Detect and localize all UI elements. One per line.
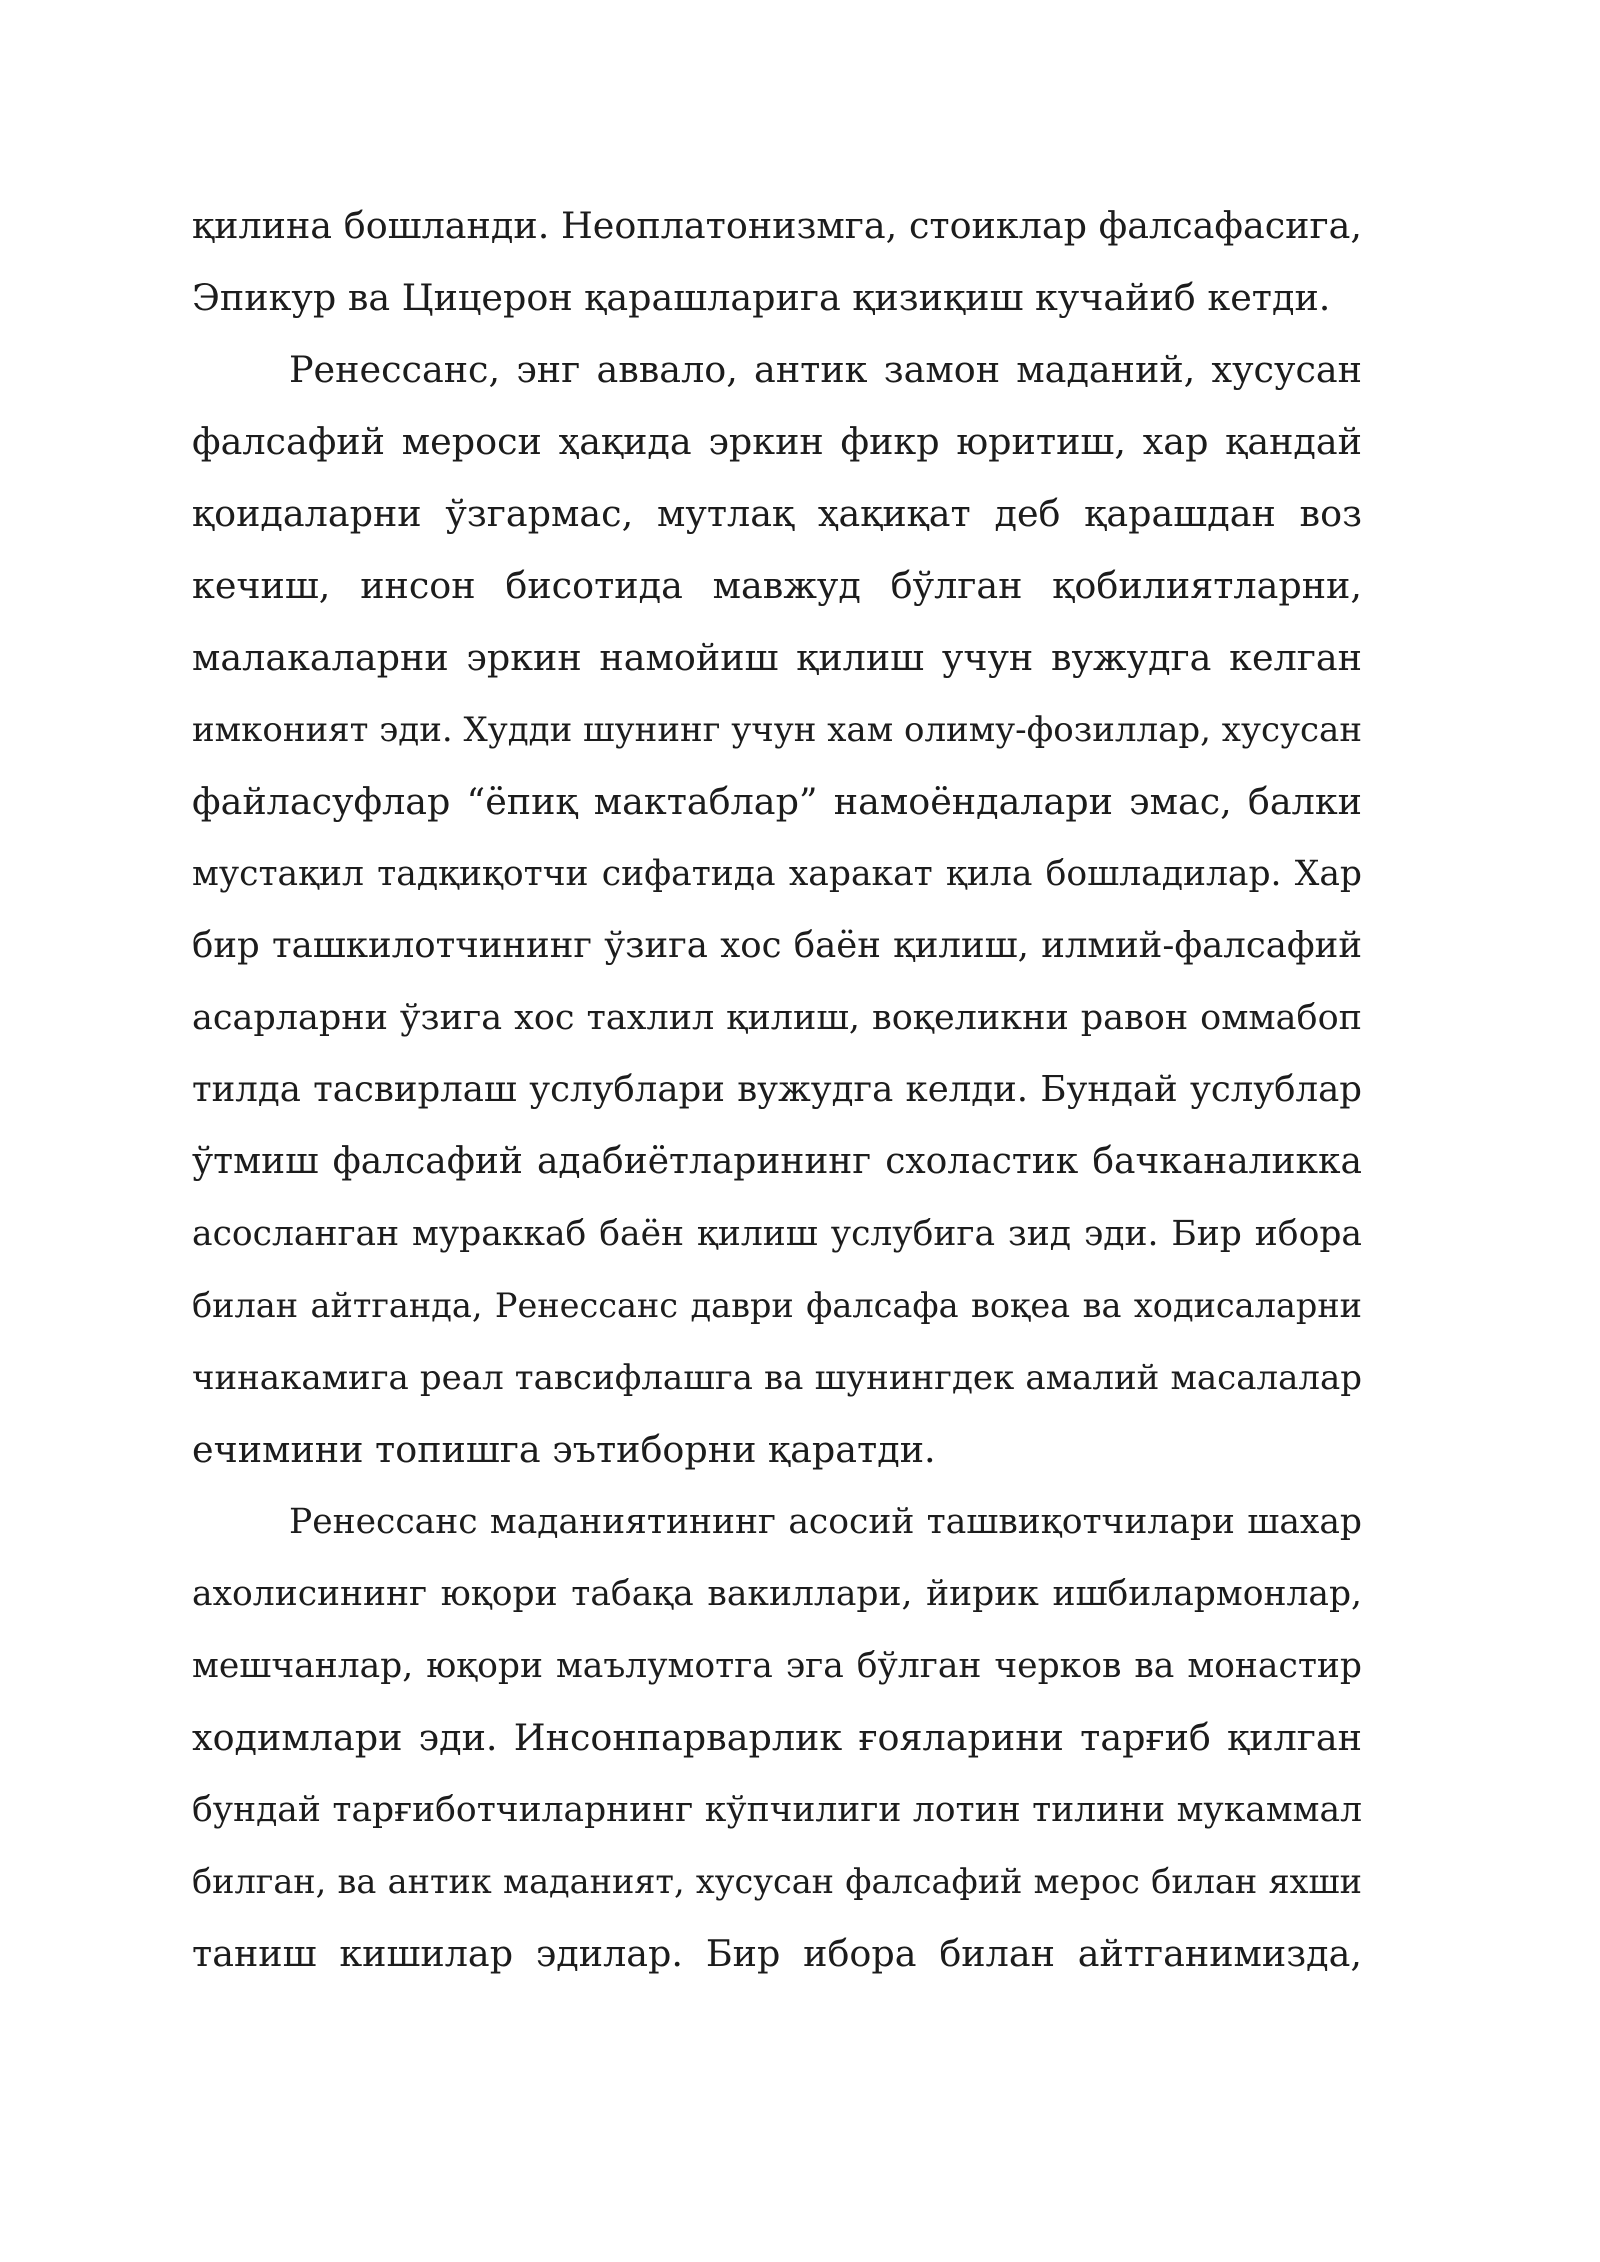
text-line: тилда тасвирлаш услублари вужудга келди. Бундай услублар (192, 1069, 1362, 1110)
text-line: асарларни ўзига хос тахлил қилиш, воқеликни равон оммабоп (192, 998, 1362, 1038)
text-line: Ренессанс маданиятининг асосий ташвиқотчилари шахар (289, 1502, 1362, 1542)
body-text (192, 190, 1362, 1990)
text-line: қилина бошланди. Неоплатонизмга, стоиклар фалсафасига, (192, 204, 1362, 247)
text-line: малакаларни эркин намойиш қилиш учун вужудга келган (192, 636, 1362, 679)
text-line: мустақил тадқиқотчи сифатида харакат қила бошладилар. Хар (192, 854, 1362, 894)
text-line: мешчанлар, юқори маълумотга эга бўлган черков ва монастир (192, 1646, 1362, 1686)
text-line: билган, ва антик маданият, хусусан фалсафий мерос билан яхши (192, 1862, 1362, 1901)
text-line: қоидаларни ўзгармас, мутлақ ҳақиқат деб қарашдан воз (192, 492, 1362, 535)
text-line: чинакамига реал тавсифлашга ва шунингдек амалий масалалар (192, 1358, 1362, 1398)
text-line: ходимлари эди. Инсонпарварлик ғояларини тарғиб қилган (192, 1716, 1362, 1759)
text-line: кечиш, инсон бисотида мавжуд бўлган қобилиятларни, (192, 564, 1362, 607)
text-line: ўтмиш фалсафий адабиётларининг схоластик бачканаликка (192, 1141, 1362, 1182)
text-line: бир ташкилотчининг ўзига хос баён қилиш, илмий-фалсафий (192, 925, 1362, 966)
text-line: бундай тарғиботчиларнинг кўпчилиги лотин тилини мукаммал (192, 1790, 1362, 1830)
text-line: таниш кишилар эдилар. Бир ибора билан айтганимизда, (192, 1932, 1362, 1975)
text-line: файласуфлар “ёпиқ мактаблар” намоёндалари эмас, балки (192, 780, 1362, 823)
text-line: фалсафий мероси ҳақида эркин фикр юритиш, хар қандай (192, 420, 1362, 463)
text-line: билан айтганда, Ренессанс даври фалсафа воқеа ва ходисаларни (192, 1286, 1362, 1325)
text-line: Эпикур ва Цицерон қарашларига қизиқиш кучайиб кетди. (192, 276, 1331, 319)
text-line: ечимини топишга эътиборни қаратди. (192, 1428, 936, 1471)
text-line: ахолисининг юқори табақа вакиллари, йирик ишбилармонлар, (192, 1574, 1362, 1614)
text-line: асосланган мураккаб баён қилиш услубига зид эди. Бир ибора (192, 1214, 1362, 1254)
text-line: имконият эди. Худди шунинг учун хам олиму-фозиллар, хусусан (192, 710, 1362, 750)
text-line: Ренессанс, энг аввало, антик замон маданий, хусусан (289, 348, 1362, 391)
